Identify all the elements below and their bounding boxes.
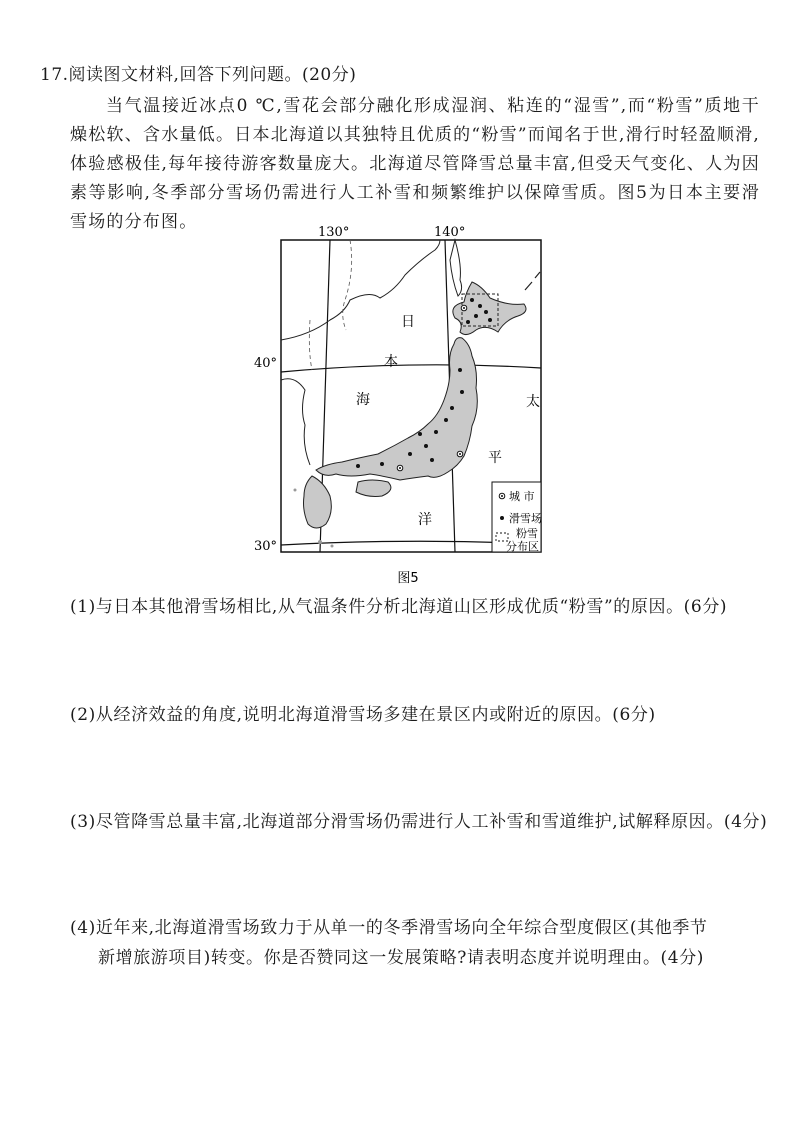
ski-resort-dot (460, 390, 464, 394)
lat-label-40: 40° (254, 356, 278, 371)
sea-label-hai: 海 (356, 392, 370, 408)
subquestion-4 (70, 913, 770, 973)
ski-resort-dot (450, 406, 454, 410)
island (318, 540, 322, 544)
ski-resort-dot (458, 368, 462, 372)
map-legend (492, 482, 542, 553)
legend-city-label: 城 市 (509, 490, 535, 503)
subquestion-4-line2: 新增旅游项目)转变。你是否赞同这一发展策略?请表明态度并说明理由。(4分) (98, 948, 705, 968)
shikoku (356, 480, 391, 497)
figure-caption: 图5 (397, 571, 419, 586)
sea-label-ben: 本 (384, 354, 398, 370)
subquestion-1: (1)与日本其他滑雪场相比,从气温条件分析北海道山区形成优质“粉雪”的原因。(6分) (70, 597, 728, 617)
ocean-label-ping: 平 (488, 450, 502, 466)
lon-label-140: 140° (434, 225, 466, 240)
subquestion-2: (2)从经济效益的角度,说明北海道滑雪场多建在景区内或附近的原因。(6分) (70, 705, 656, 725)
lat-label-30: 30° (254, 539, 278, 554)
lon-label-130: 130° (318, 225, 350, 240)
subquestion-3: (3)尽管降雪总量丰富,北海道部分滑雪场仍需进行人工补雪和雪道维护,试解释原因。(4分) (70, 812, 768, 832)
legend-city-symbol-center (501, 495, 503, 497)
ski-resort-dot (474, 314, 478, 318)
ski-resort-dot (466, 320, 470, 324)
ski-resort-dot (418, 432, 422, 436)
island (294, 489, 297, 492)
ocean-label-yang: 洋 (418, 512, 432, 528)
legend-powder-label-2: 分布区 (506, 540, 539, 553)
ocean-label-tai: 太 (526, 394, 540, 410)
ski-resort-dot (430, 458, 434, 462)
city-marker-center (399, 467, 401, 469)
ski-resort-dot (484, 310, 488, 314)
island (331, 545, 334, 548)
ski-resort-dot (470, 298, 474, 302)
ski-resort-dot (380, 462, 384, 466)
ski-resort-dot (488, 318, 492, 322)
ski-resort-dot (424, 444, 428, 448)
ski-resort-dot (434, 430, 438, 434)
sea-label-ri: 日 (401, 314, 415, 330)
ski-resort-dot (444, 418, 448, 422)
city-marker-center (459, 453, 461, 455)
ski-resort-dot (356, 464, 360, 468)
legend-ski-symbol (500, 516, 504, 520)
ski-resort-dot (478, 304, 482, 308)
subquestion-4-line1: (4)近年来,北海道滑雪场致力于从单一的冬季滑雪场向全年综合型度假区(其他季节 (70, 918, 708, 938)
city-marker-center (463, 307, 465, 309)
question-paragraph: 当气温接近冰点0 ℃,雪花会部分融化形成湿润、粘连的“湿雪”,而“粉雪”质地干燥松软、含水量低。日本北海道以其独特且优质的“粉雪”而闻名于世,滑行时轻盈顺滑,体验感极佳,每年接待游客数量庞大。北海道尽管降雪总量丰富,但受天气变化、人为因素等影响,冬季部分雪场仍需进行人工补雪和频繁维护以保障雪质。图5为日本主要滑雪场的分布图。 (70, 96, 760, 232)
japan-ski-map (250, 220, 550, 590)
ski-resort-dot (408, 452, 412, 456)
legend-ski-label: 滑雪场 (509, 512, 542, 525)
legend-powder-label-1: 粉雪 (516, 527, 538, 540)
question-header: 17.阅读图文材料,回答下列问题。(20分) (40, 65, 357, 85)
